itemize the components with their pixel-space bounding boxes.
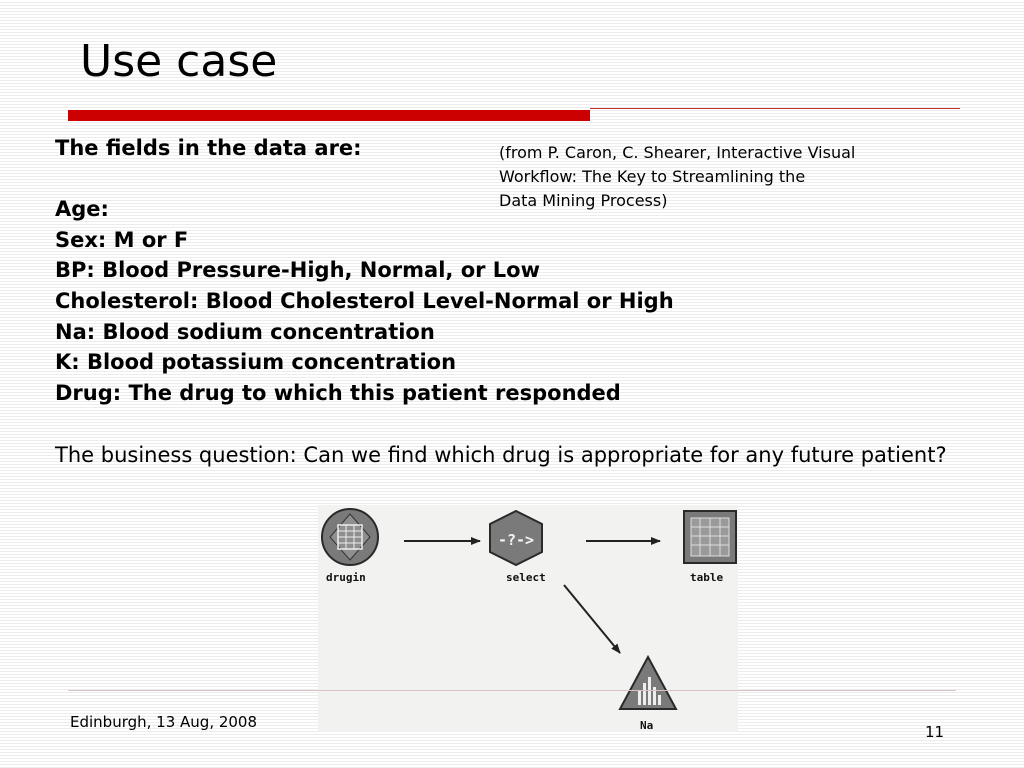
node-label-select: select [506, 571, 546, 584]
page-number: 11 [925, 723, 945, 741]
node-label-table: table [690, 571, 724, 584]
footer-rule [68, 690, 956, 691]
database-source-icon[interactable] [322, 509, 378, 565]
slide-title: Use case [80, 36, 278, 87]
field-age: Age: [55, 197, 109, 222]
flow-arrow [564, 585, 620, 653]
node-label-drugin: drugin [326, 571, 366, 584]
title-underline-bar [68, 110, 590, 121]
citation-line: Workflow: The Key to Streamlining the [499, 167, 806, 186]
footer-date: Edinburgh, 13 Aug, 2008 [70, 713, 258, 731]
svg-text:-?->: -?-> [497, 531, 535, 549]
fields-heading: The fields in the data are: [55, 136, 362, 160]
field-drug: Drug: The drug to which this patient responded [55, 380, 621, 405]
title-underline-rule [590, 108, 960, 109]
citation-line: Data Mining Process) [499, 191, 668, 210]
field-cholesterol: Cholesterol: Blood Cholesterol Level-Normal or High [55, 288, 674, 313]
field-na: Na: Blood sodium concentration [55, 319, 435, 344]
business-question: The business question: Can we find which drug is appropriate for any future patient? [55, 443, 947, 467]
field-k: K: Blood potassium concentration [55, 350, 457, 375]
table-grid-icon[interactable] [684, 511, 736, 563]
citation-line: (from P. Caron, C. Shearer, Interactive Visual [499, 143, 856, 162]
field-sex: Sex: M or F [55, 227, 189, 252]
citation [499, 141, 969, 213]
workflow-diagram [318, 505, 738, 732]
select-hexagon-icon[interactable] [490, 511, 542, 565]
field-bp: BP: Blood Pressure-High, Normal, or Low [55, 258, 541, 283]
node-label-na: Na [640, 719, 654, 732]
histogram-triangle-icon[interactable] [620, 657, 676, 709]
